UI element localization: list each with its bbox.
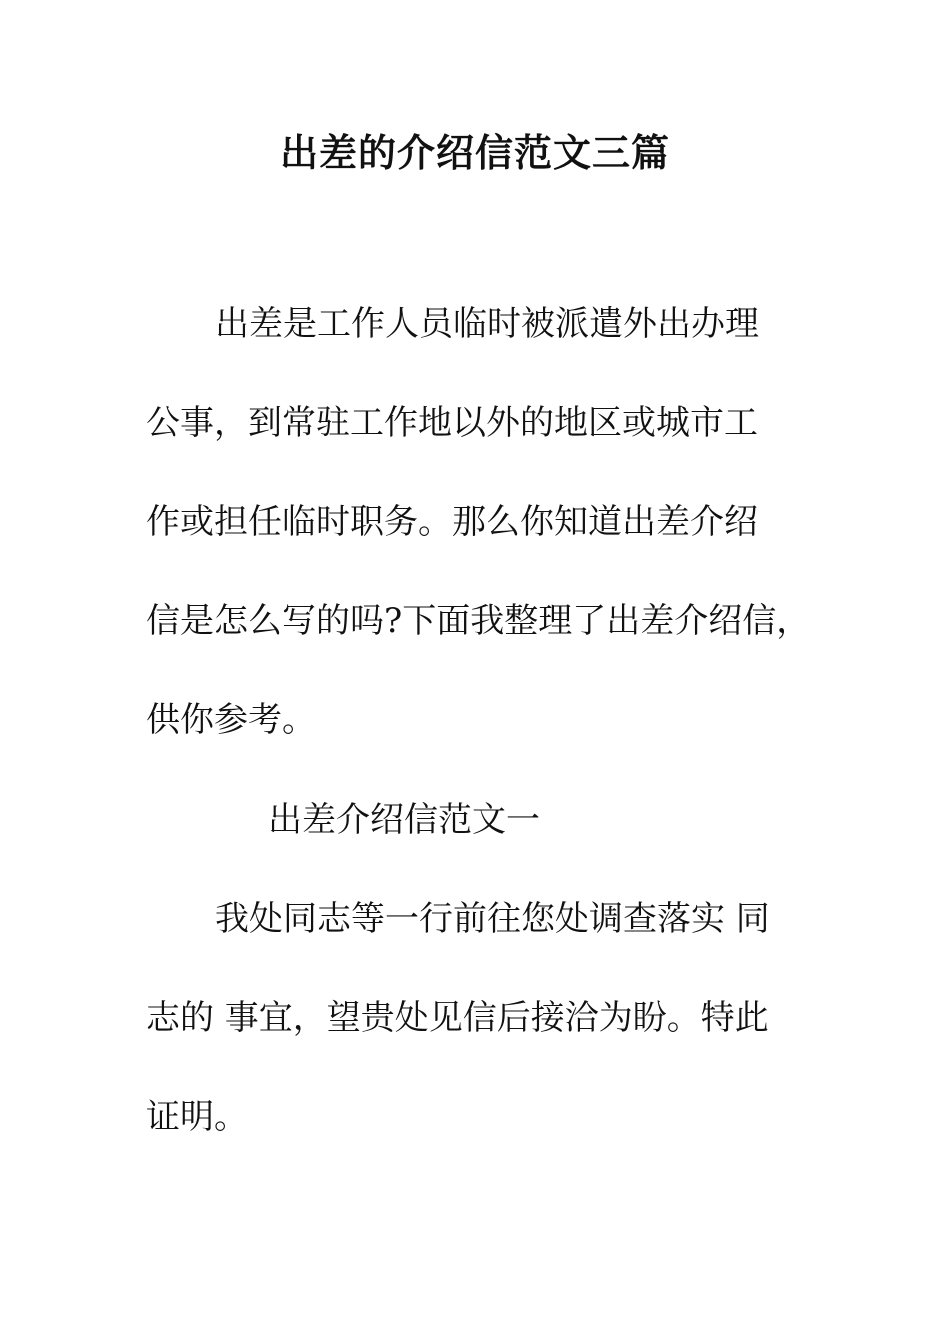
letter-line-3: 证明。	[146, 1097, 248, 1137]
letter-line-2: 志的 事宜，望贵处见信后接洽为盼。特此	[146, 998, 769, 1038]
letter-line-1: 我处同志等一行前往您处调查落实 同	[215, 899, 770, 939]
intro-line-2: 公事，到常驻工作地以外的地区或城市工	[146, 403, 758, 443]
section-heading: 出差介绍信范文一	[268, 800, 540, 840]
intro-line-1: 出差是工作人员临时被派遣外出办理	[215, 304, 759, 344]
document-title: 出差的介绍信范文三篇	[279, 130, 670, 175]
intro-line-5: 供你参考。	[146, 700, 316, 740]
intro-line-4: 信是怎么写的吗?下面我整理了出差介绍信，	[146, 601, 811, 641]
intro-line-3: 作或担任临时职务。那么你知道出差介绍	[146, 502, 758, 542]
